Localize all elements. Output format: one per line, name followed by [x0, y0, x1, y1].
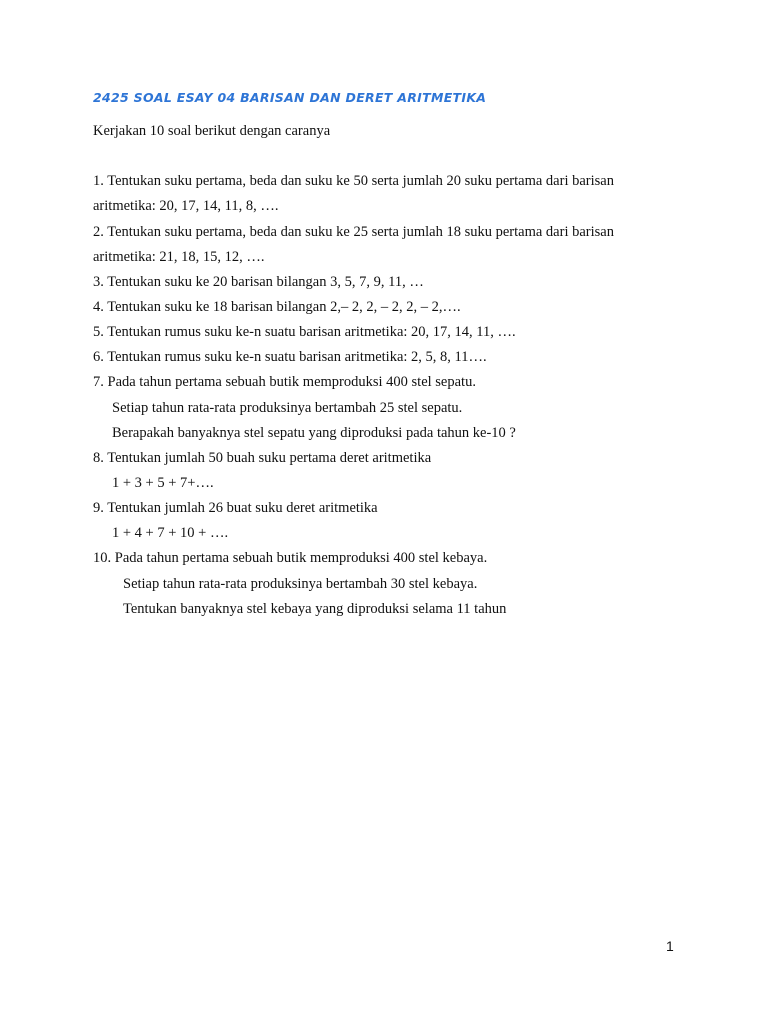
- question-7-line-1: 7. Pada tahun pertama sebuah butik memproduksi 400 stel sepatu.: [93, 374, 476, 390]
- question-1-line-1: 1. Tentukan suku pertama, beda dan suku ke 50 serta jumlah 20 suku pertama dari barisan: [93, 173, 614, 189]
- instruction-text: Kerjakan 10 soal berikut dengan caranya: [93, 123, 331, 139]
- question-10-line-2: Setiap tahun rata-rata produksinya bertambah 30 stel kebaya.: [123, 576, 478, 592]
- question-7-line-2: Setiap tahun rata-rata produksinya bertambah 25 stel sepatu.: [112, 400, 463, 416]
- question-10-line-1: 10. Pada tahun pertama sebuah butik memproduksi 400 stel kebaya.: [93, 550, 488, 566]
- question-7-line-3: Berapakah banyaknya stel sepatu yang diproduksi pada tahun ke-10 ?: [112, 425, 516, 441]
- question-2-line-1: 2. Tentukan suku pertama, beda dan suku ke 25 serta jumlah 18 suku pertama dari barisan: [93, 224, 614, 240]
- question-9-line-2: 1 + 4 + 7 + 10 + ….: [112, 525, 229, 541]
- question-8-line-2: 1 + 3 + 5 + 7+….: [112, 475, 214, 491]
- question-8-line-1: 8. Tentukan jumlah 50 buah suku pertama deret aritmetika: [93, 450, 432, 466]
- question-6: 6. Tentukan rumus suku ke-n suatu barisan aritmetika: 2, 5, 8, 11….: [93, 349, 487, 365]
- question-2-line-2: aritmetika: 21, 18, 15, 12, ….: [93, 249, 265, 265]
- question-5: 5. Tentukan rumus suku ke-n suatu barisan aritmetika: 20, 17, 14, 11, ….: [93, 324, 516, 340]
- question-10-line-3: Tentukan banyaknya stel kebaya yang diproduksi selama 11 tahun: [123, 601, 507, 617]
- page-number: 1: [666, 938, 674, 954]
- question-9-line-1: 9. Tentukan jumlah 26 buat suku deret aritmetika: [93, 500, 378, 516]
- question-1-line-2: aritmetika: 20, 17, 14, 11, 8, ….: [93, 198, 279, 214]
- question-4: 4. Tentukan suku ke 18 barisan bilangan 2,– 2, 2, – 2, 2, – 2,….: [93, 299, 461, 315]
- document-title: 2425 SOAL ESAY 04 BARISAN DAN DERET ARITMETIKA: [93, 90, 487, 105]
- question-3: 3. Tentukan suku ke 20 barisan bilangan 3, 5, 7, 9, 11, …: [93, 274, 424, 290]
